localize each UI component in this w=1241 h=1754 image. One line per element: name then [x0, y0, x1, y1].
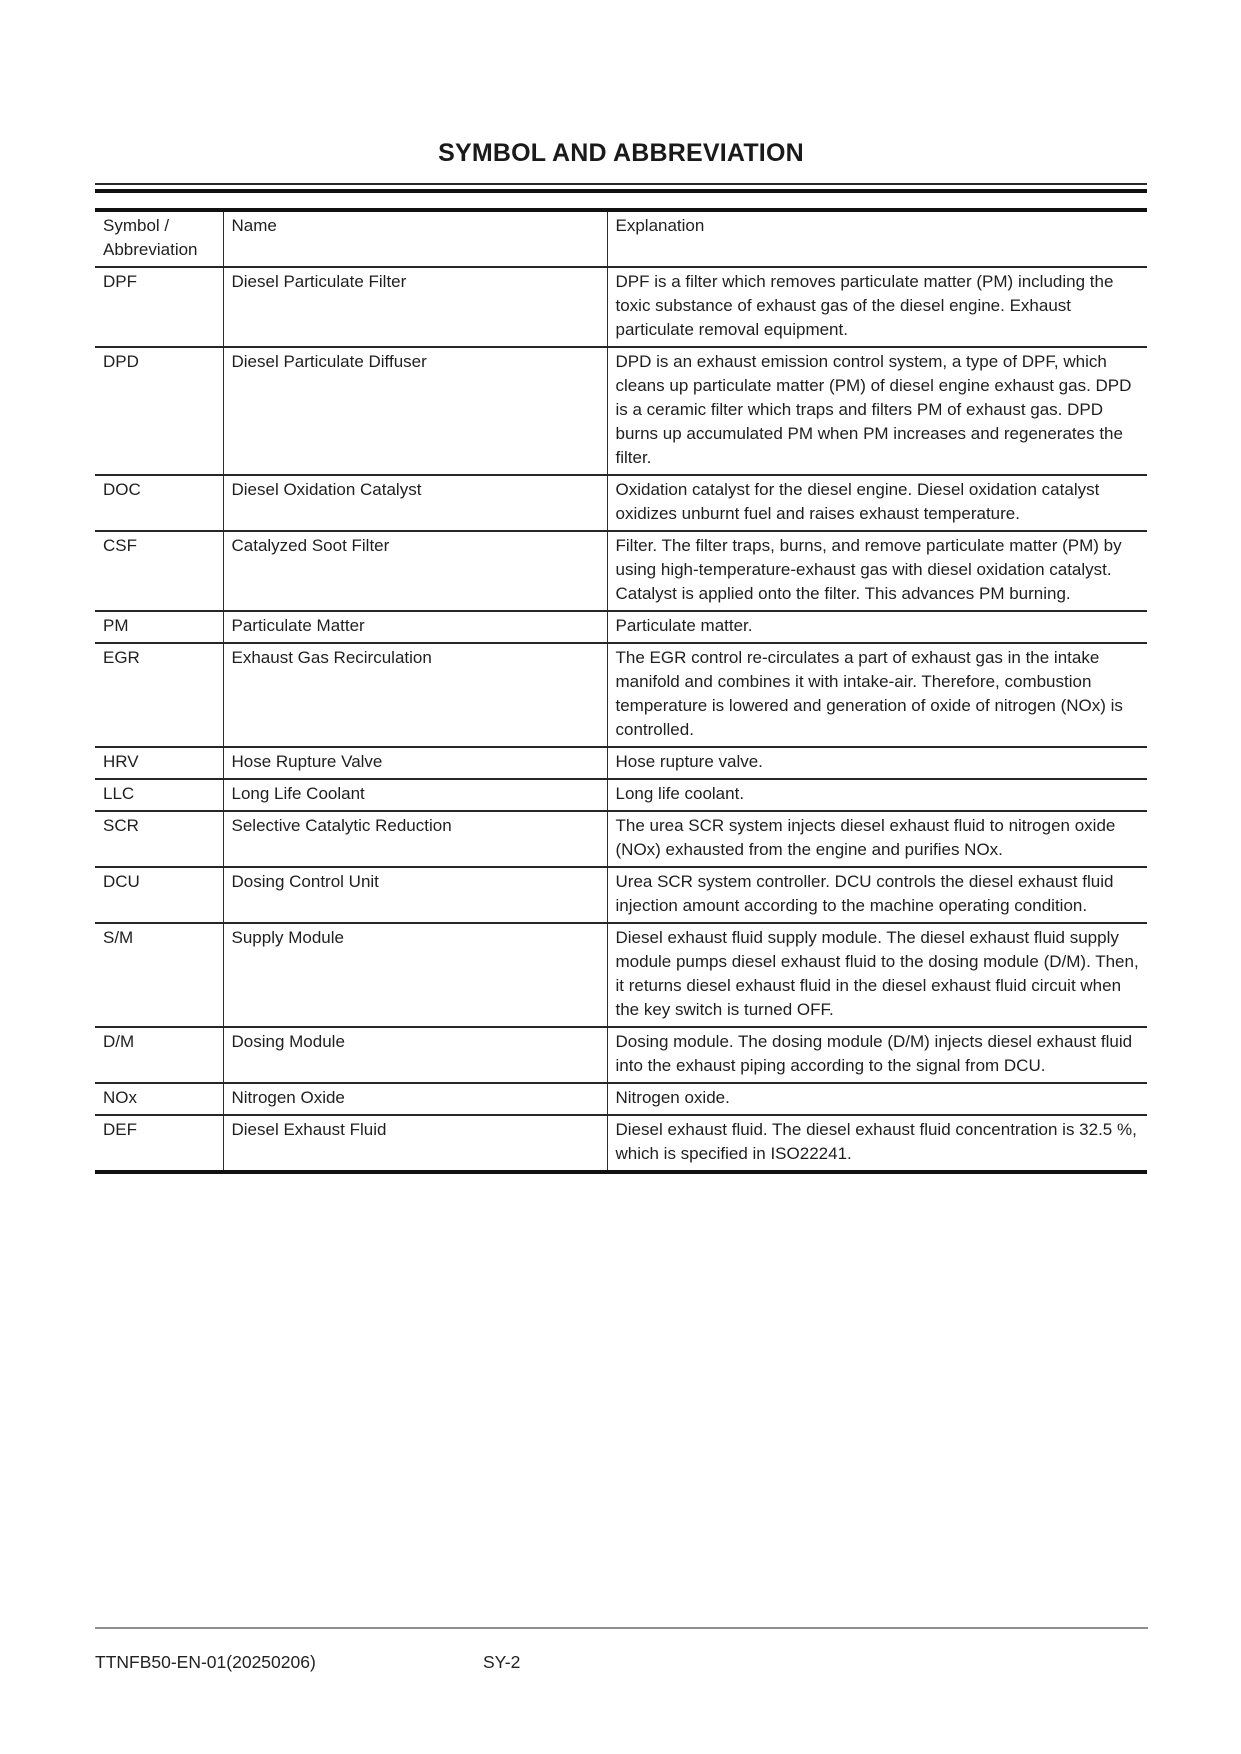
cell-abbr: HRV: [103, 751, 139, 771]
cell-explanation: The urea SCR system injects diesel exhaust fluid to nitrogen oxide (NOx) exhausted from the engine and purifies NOx.: [607, 811, 1147, 867]
cell-abbr: DEF: [103, 1119, 137, 1139]
cell-explanation: The EGR control re-circulates a part of exhaust gas in the intake manifold and combines it with intake-air. Therefore, combustion temperature is lowered and generation of oxide of nitrogen (NOx) is controlled.: [607, 643, 1147, 747]
cell-explanation: Oxidation catalyst for the diesel engine. Diesel oxidation catalyst oxidizes unburnt fuel and raises exhaust temperature.: [607, 475, 1147, 531]
cell-abbr: DOC: [103, 479, 141, 499]
cell-abbr: EGR: [103, 647, 140, 667]
cell-explanation: Nitrogen oxide.: [607, 1083, 1147, 1115]
cell-name: Nitrogen Oxide: [223, 1083, 607, 1115]
abbreviation-table: [95, 208, 1147, 1174]
cell-explanation: Long life coolant.: [607, 779, 1147, 811]
cell-explanation: Diesel exhaust fluid. The diesel exhaust fluid concentration is 32.5 %, which is specified in ISO22241.: [607, 1115, 1147, 1172]
cell-abbr: CSF: [103, 535, 137, 555]
table-row: [95, 611, 1147, 643]
table-row: [95, 347, 1147, 475]
table-row: [95, 867, 1147, 923]
footer-page-number: SY-2: [483, 1652, 521, 1672]
cell-name: Selective Catalytic Reduction: [223, 811, 607, 867]
cell-abbr: SCR: [103, 815, 139, 835]
cell-abbr: PM: [103, 615, 129, 635]
header-explanation: Explanation: [607, 210, 1147, 267]
cell-explanation: Dosing module. The dosing module (D/M) injects diesel exhaust fluid into the exhaust piping according to the signal from DCU.: [607, 1027, 1147, 1083]
header-name: Name: [223, 210, 607, 267]
cell-name: Diesel Exhaust Fluid: [223, 1115, 607, 1172]
header-symbol-abbreviation: Symbol / Abbreviation: [103, 215, 198, 259]
table-row: [95, 1083, 1147, 1115]
page-content: [95, 0, 1147, 1174]
cell-abbr: LLC: [103, 783, 135, 803]
cell-name: Diesel Particulate Filter: [223, 267, 607, 347]
cell-abbr: NOx: [103, 1087, 137, 1107]
table-row: [95, 779, 1147, 811]
page-title: SYMBOL AND ABBREVIATION: [438, 139, 804, 167]
table-row: [95, 811, 1147, 867]
cell-explanation: Diesel exhaust fluid supply module. The diesel exhaust fluid supply module pumps diesel exhaust fluid to the dosing module (D/M). Then, it returns diesel exhaust fluid in the diesel exhaust fluid circuit when the key switch is turned OFF.: [607, 923, 1147, 1027]
cell-abbr: DPD: [103, 351, 139, 371]
table-row: [95, 643, 1147, 747]
footer-rule: [95, 1627, 1148, 1629]
cell-explanation: DPF is a filter which removes particulate matter (PM) including the toxic substance of exhaust gas of the diesel engine. Exhaust particulate removal equipment.: [607, 267, 1147, 347]
cell-explanation: Urea SCR system controller. DCU controls the diesel exhaust fluid injection amount according to the machine operating condition.: [607, 867, 1147, 923]
table-row: [95, 475, 1147, 531]
title-rule-thick: [95, 189, 1147, 193]
cell-name: Hose Rupture Valve: [223, 747, 607, 779]
cell-explanation: Particulate matter.: [607, 611, 1147, 643]
table-row: [95, 1027, 1147, 1083]
table-row: [95, 923, 1147, 1027]
cell-abbr: S/M: [103, 927, 134, 947]
table-row: [95, 267, 1147, 347]
cell-name: Diesel Oxidation Catalyst: [223, 475, 607, 531]
cell-name: Long Life Coolant: [223, 779, 607, 811]
table-row: [95, 747, 1147, 779]
table-row: [95, 531, 1147, 611]
cell-name: Supply Module: [223, 923, 607, 1027]
table-row: [95, 1115, 1147, 1172]
cell-name: Particulate Matter: [223, 611, 607, 643]
cell-name: Catalyzed Soot Filter: [223, 531, 607, 611]
footer-doc-code: TTNFB50-EN-01(20250206): [95, 1652, 316, 1672]
cell-name: Exhaust Gas Recirculation: [223, 643, 607, 747]
cell-explanation: Hose rupture valve.: [607, 747, 1147, 779]
cell-abbr: DPF: [103, 271, 137, 291]
cell-explanation: Filter. The filter traps, burns, and remove particulate matter (PM) by using high-temperature-exhaust gas with diesel oxidation catalyst. Catalyst is applied onto the filter. This advances PM burning.: [607, 531, 1147, 611]
title-rule-thin: [95, 183, 1147, 185]
cell-abbr: DCU: [103, 871, 140, 891]
cell-name: Diesel Particulate Diffuser: [223, 347, 607, 475]
cell-abbr: D/M: [103, 1031, 135, 1051]
cell-explanation: DPD is an exhaust emission control system, a type of DPF, which cleans up particulate matter (PM) of diesel engine exhaust gas. DPD is a ceramic filter which traps and filters PM of exhaust gas. DPD burns up accumulated PM when PM increases and regenerates the filter.: [607, 347, 1147, 475]
cell-name: Dosing Control Unit: [223, 867, 607, 923]
page-footer: [95, 1627, 1148, 1673]
cell-name: Dosing Module: [223, 1027, 607, 1083]
table-header-row: [95, 210, 1147, 267]
